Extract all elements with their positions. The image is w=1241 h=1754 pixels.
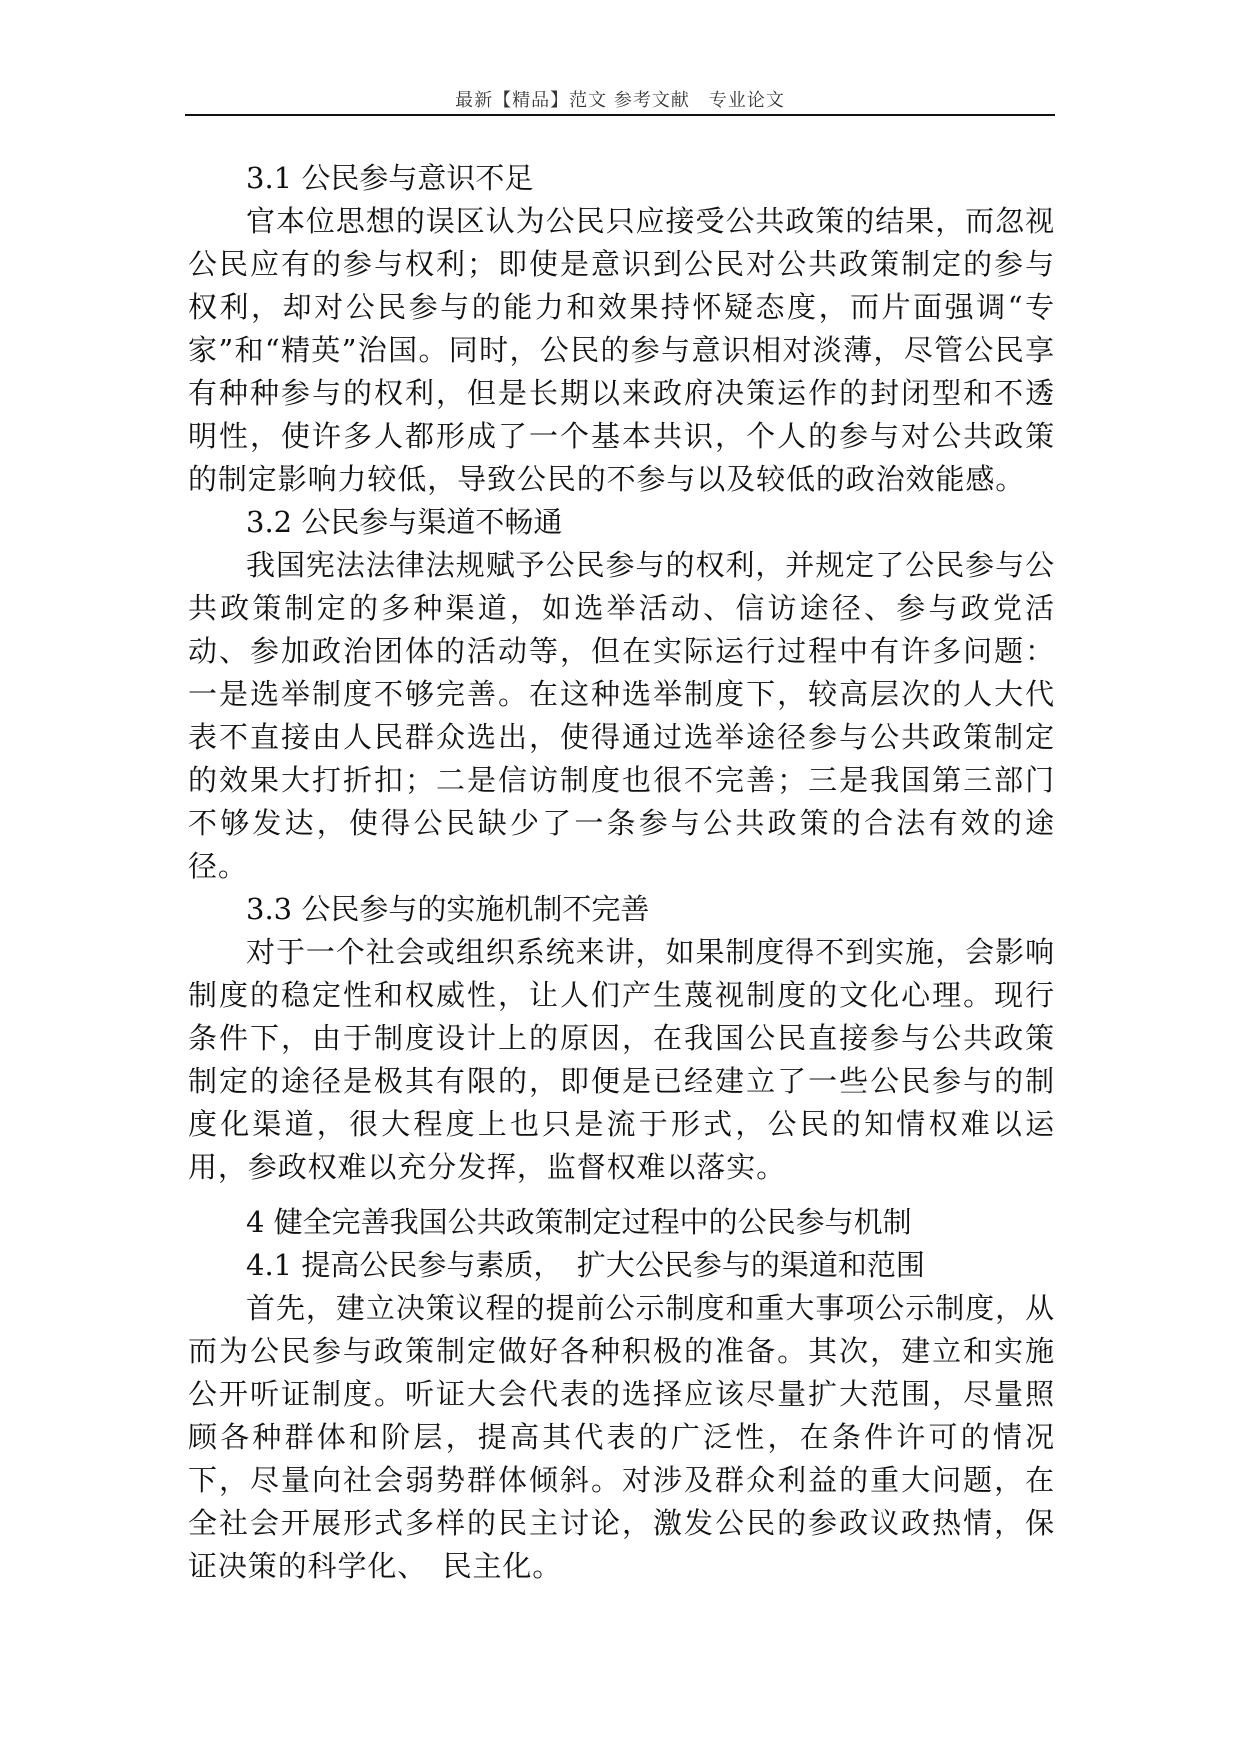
paragraph-3-3: 对于一个社会或组织系统来讲，如果制度得不到实施，会影响制度的稳定性和权威性，让人们产生蔑视制度的文化心理。现行条件下，由于制度设计上的原因，在我国公民直接参与公共政策制定的途径是极其有限的，即便是已经建立了一些公民参与的制度化渠道，很大程度上也只是流于形式，公民的知情权难以运用，参政权难以充分发挥，监督权难以落实。 [188,935,1055,1184]
section-heading-3-3: 3.3 公民参与的实施机制不完善 [246,892,650,926]
paragraph-4-1: 首先，建立决策议程的提前公示制度和重大事项公示制度，从而为公民参与政策制定做好各种积极的准备。其次，建立和实施公开听证制度。听证大会代表的选择应该尽量扩大范围，尽量照顾各种群体和阶层，提高其代表的广泛性，在条件许可的情况下，尽量向社会弱势群体倾斜。对涉及群众利益的重大问题，在全社会开展形式多样的民主讨论，激发公民的参政议政热情，保证决策的科学化、 民主化。 [188,1291,1055,1583]
header-divider [185,114,1055,116]
document-body [188,157,1055,1588]
section-heading-3-2: 3.2 公民参与渠道不畅通 [246,505,563,539]
section-heading-3-1: 3.1 公民参与意识不足 [246,161,534,195]
section-heading-4-1: 4.1 提高公民参与素质， 扩大公民参与的渠道和范围 [246,1248,925,1282]
paragraph-3-2: 我国宪法法律法规赋予公民参与的权利，并规定了公民参与公共政策制定的多种渠道，如选举活动、信访途径、参与政党活动、参加政治团体的活动等，但在实际运行过程中有许多问题：一是选举制度不够完善。在这种选举制度下，较高层次的人大代表不直接由人民群众选出，使得通过选举途径参与公共政策制定的效果大打折扣；二是信访制度也很不完善；三是我国第三部门不够发达，使得公民缺少了一条参与公共政策的合法有效的途径。 [188,548,1055,883]
paragraph-3-1: 官本位思想的误区认为公民只应接受公共政策的结果，而忽视公民应有的参与权利；即使是意识到公民对公共政策制定的参与权利，却对公民参与的能力和效果持怀疑态度，而片面强调“专家”和“精英”治国。同时，公民的参与意识相对淡薄，尽管公民享有种种参与的权利，但是长期以来政府决策运作的封闭型和不透明性，使许多人都形成了一个基本共识，个人的参与对公共政策的制定影响力较低，导致公民的不参与以及较低的政治效能感。 [188,204,1055,496]
page-header: 最新【精品】范文 参考文献 专业论文 [455,90,785,111]
chapter-heading-4: 4 健全完善我国公共政策制定过程中的公民参与机制 [246,1205,912,1239]
